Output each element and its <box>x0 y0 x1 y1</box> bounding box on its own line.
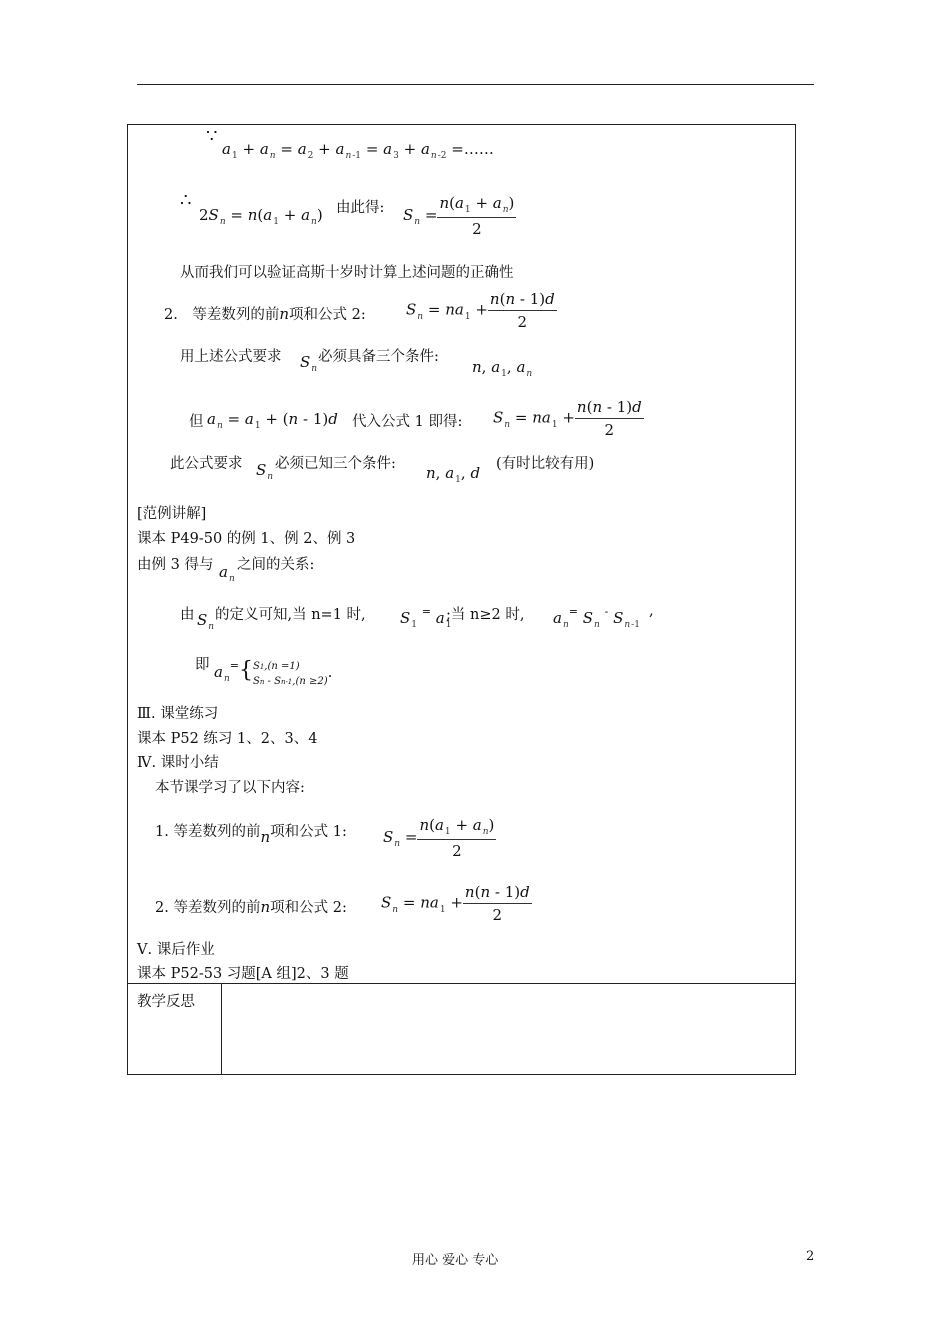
page-number: 2 <box>806 1249 815 1264</box>
because-symbol: ∵ <box>206 126 218 147</box>
summary1-text: 1. 等差数列的前n项和公式 1: <box>155 824 347 846</box>
formula-2sn: $2S_n = n(a_1 + a_n)$ <box>199 206 323 227</box>
piecewise-an: $a_n^=\{S1,(n =1)$ Sn - Sn-1,(n ≥2). <box>214 658 333 687</box>
definition-d: , <box>649 603 654 619</box>
formula-an: $a_n = a_1 + (n - 1)d$ <box>207 410 338 431</box>
derive-text: 由此得: <box>336 200 385 216</box>
sn-symbol-2: $S_n$ <box>256 461 274 482</box>
relation-suffix: 之间的关系: <box>237 557 315 573</box>
definition-c: ;当 n≥2 时, <box>446 607 525 623</box>
requirement2-text: 此公式要求 <box>170 456 243 472</box>
formula-s1-a1: $S_1$ = $a_1$ <box>400 605 452 630</box>
therefore-symbol: ∴ <box>180 190 192 211</box>
conditions-n-a1-an: n, $a_1$, $a_n$ <box>472 358 533 379</box>
but-text: 但 <box>189 414 204 430</box>
table-column-divider <box>221 983 222 1075</box>
section5-text: 课本 P52-53 习题[A 组]2、3 题 <box>137 966 349 982</box>
reflection-label: 教学反思 <box>137 994 195 1010</box>
requirement2-suffix: 必须已知三个条件: <box>275 456 396 472</box>
section4-heading: Ⅳ. 课时小结 <box>137 755 219 771</box>
useful-note: (有时比较有用) <box>496 456 595 472</box>
summary-formula-1: $S_n$ = $\frac{n(a_1 + a_n)}{2}$ <box>383 816 495 860</box>
an-symbol: $a_n$ <box>219 563 235 584</box>
header-rule <box>137 84 814 85</box>
formula-symmetric-sum: $a_1 + a_n = a_2 + a_{n-1} = a_3 + a_{n-2}$ =…… <box>222 140 494 161</box>
example-heading: [范例讲解] <box>137 506 207 522</box>
sn-symbol: $S_n$ <box>300 353 318 374</box>
definition-a: 由 <box>180 607 195 623</box>
requirement-suffix: 必须具备三个条件: <box>318 349 439 365</box>
section3-text: 课本 P52 练习 1、2、3、4 <box>137 731 318 747</box>
summary2-text: 2. 等差数列的前n项和公式 2: <box>155 898 347 916</box>
substitute-text: 代入公式 1 即得: <box>352 414 463 430</box>
section4-text: 本节课学习了以下内容: <box>155 780 305 796</box>
section5-heading: Ⅴ. 课后作业 <box>137 942 215 958</box>
section3-heading: Ⅲ. 课堂练习 <box>137 706 219 722</box>
verify-text: 从而我们可以验证高斯十岁时计算上述问题的正确性 <box>180 265 514 281</box>
footer-slogan: 用心 爱心 专心 <box>412 1253 499 1268</box>
requirement-text: 用上述公式要求 <box>180 349 282 365</box>
conditions-n-a1-d: n, $a_1$, d <box>426 464 481 485</box>
definition-b: 的定义可知,当 n=1 时, <box>215 607 366 623</box>
example-text: 课本 P49-50 的例 1、例 2、例 3 <box>137 531 356 547</box>
formula2-heading: 2. 等差数列的前n项和公式 2: <box>164 305 366 323</box>
relation-text: 由例 3 得与 <box>137 557 214 573</box>
table-row-divider <box>127 983 796 984</box>
ji-text: 即 <box>195 657 210 673</box>
formula-sn-1: $S_n$ = $\frac{n(a_1 + a_n)}{2}$ <box>403 194 515 238</box>
summary-formula-2: $S_n = na_1$ + $\frac{n(n - 1)d}{2}$ <box>381 883 530 924</box>
formula-sn-3: $S_n = na_1$ + $\frac{n(n - 1)d}{2}$ <box>493 398 642 439</box>
formula-an-diff: $a_n^=$ $S_n$ - $S_{n-1}$ <box>553 605 640 630</box>
formula-sn-2: $S_n = na_1$ + $\frac{n(n - 1)d}{2}$ <box>406 290 555 331</box>
sn-symbol-3: $S_n$ <box>197 611 215 632</box>
